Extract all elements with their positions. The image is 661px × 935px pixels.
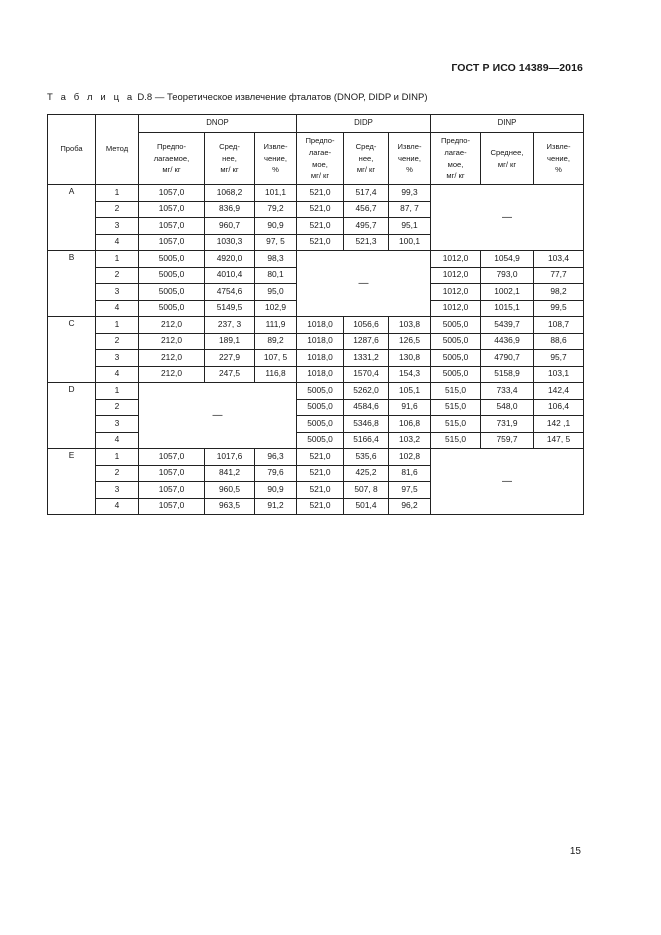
dinp-recovery-cell: 77,7: [534, 267, 584, 284]
didp-recovery-cell: 102,8: [389, 449, 431, 466]
didp-mean-cell: 5346,8: [344, 416, 389, 433]
method-number: 3: [96, 350, 139, 367]
dnop-expected-cell: 5005,0: [139, 300, 205, 317]
dinp-mean-cell: 548,0: [481, 399, 534, 416]
dnop-recovery-cell: 116,8: [255, 366, 297, 383]
didp-mean-cell: 1287,6: [344, 333, 389, 350]
didp-mean-cell: 5166,4: [344, 432, 389, 449]
dnop-recovery-cell: 89,2: [255, 333, 297, 350]
method-number: 3: [96, 416, 139, 433]
method-number: 1: [96, 383, 139, 400]
dnop-recovery-cell: 107, 5: [255, 350, 297, 367]
method-number: 4: [96, 366, 139, 383]
dinp-recovery-cell: 147, 5: [534, 432, 584, 449]
dnop-recovery-cell: 90,9: [255, 218, 297, 235]
dinp-expected-cell: 1012,0: [431, 300, 481, 317]
subheader-dinp-mean: Среднее, мг/ кг: [481, 133, 534, 185]
dnop-recovery-cell: 97, 5: [255, 234, 297, 251]
didp-recovery-cell: 103,2: [389, 432, 431, 449]
dnop-mean-cell: 1030,3: [205, 234, 255, 251]
dnop-recovery-cell: 80,1: [255, 267, 297, 284]
dnop-expected-cell: 5005,0: [139, 284, 205, 301]
didp-expected-cell: 5005,0: [297, 432, 344, 449]
header-group-dnop: DNOP: [139, 115, 297, 133]
dnop-mean-cell: 836,9: [205, 201, 255, 218]
dinp-mean-cell: 793,0: [481, 267, 534, 284]
dnop-recovery-cell: 102,9: [255, 300, 297, 317]
dinp-expected-cell: 1012,0: [431, 284, 481, 301]
dnop-recovery-cell: 79,6: [255, 465, 297, 482]
didp-recovery-cell: 97,5: [389, 482, 431, 499]
didp-expected-cell: 521,0: [297, 185, 344, 202]
didp-mean-cell: 1331,2: [344, 350, 389, 367]
dnop-mean-cell: 237, 3: [205, 317, 255, 334]
header-group-didp: DIDP: [297, 115, 431, 133]
dnop-mean-cell: 960,7: [205, 218, 255, 235]
dnop-mean-cell: 4754,6: [205, 284, 255, 301]
dnop-recovery-cell: 111,9: [255, 317, 297, 334]
dnop-expected-cell: 212,0: [139, 366, 205, 383]
dnop-mean-cell: 963,5: [205, 498, 255, 515]
dinp-mean-cell: 4790,7: [481, 350, 534, 367]
dinp-expected-cell: 5005,0: [431, 366, 481, 383]
subheader-dinp-recovery: Извле- чение, %: [534, 133, 584, 185]
phthalate-recovery-table: [47, 114, 584, 515]
didp-expected-cell: 521,0: [297, 234, 344, 251]
caption-text: — Теоретическое извлечение фталатов (DNOP, DIDP и DINP): [154, 92, 428, 103]
sample-name: D: [48, 383, 96, 449]
dnop-expected-cell: 5005,0: [139, 267, 205, 284]
subheader-didp-recovery: Извле- чение, %: [389, 133, 431, 185]
didp-recovery-cell: 130,8: [389, 350, 431, 367]
method-number: 1: [96, 251, 139, 268]
method-number: 1: [96, 185, 139, 202]
dnop-expected-cell: 1057,0: [139, 185, 205, 202]
dnop-expected-cell: 1057,0: [139, 201, 205, 218]
method-number: 3: [96, 482, 139, 499]
didp-mean-cell: 535,6: [344, 449, 389, 466]
didp-mean-cell: 501,4: [344, 498, 389, 515]
dinp-expected-cell: 1012,0: [431, 251, 481, 268]
subheader-didp-mean: Сред- нее, мг/ кг: [344, 133, 389, 185]
dnop-expected-cell: 212,0: [139, 317, 205, 334]
caption-number: D.8: [137, 92, 153, 103]
subheader-dnop-expected: Предпо- лагаемое, мг/ кг: [139, 133, 205, 185]
dnop-mean-cell: 5149,5: [205, 300, 255, 317]
table-caption: [47, 92, 427, 103]
table-row: [48, 399, 584, 416]
didp-expected-cell: 521,0: [297, 449, 344, 466]
method-number: 3: [96, 218, 139, 235]
dinp-expected-cell: 515,0: [431, 383, 481, 400]
didp-expected-cell: 521,0: [297, 201, 344, 218]
dnop-recovery-cell: 91,2: [255, 498, 297, 515]
dnop-expected-cell: 1057,0: [139, 498, 205, 515]
table-row: [48, 383, 584, 400]
didp-mean-cell: 507, 8: [344, 482, 389, 499]
dnop-recovery-cell: 96,3: [255, 449, 297, 466]
sample-name: A: [48, 185, 96, 251]
not-applicable-dash: —: [431, 185, 584, 251]
didp-mean-cell: 456,7: [344, 201, 389, 218]
dnop-mean-cell: 247,5: [205, 366, 255, 383]
dnop-expected-cell: 1057,0: [139, 482, 205, 499]
dnop-recovery-cell: 90,9: [255, 482, 297, 499]
dinp-recovery-cell: 98,2: [534, 284, 584, 301]
dinp-recovery-cell: 142,4: [534, 383, 584, 400]
didp-recovery-cell: 99,3: [389, 185, 431, 202]
dnop-mean-cell: 1068,2: [205, 185, 255, 202]
didp-recovery-cell: 96,2: [389, 498, 431, 515]
didp-recovery-cell: 154,3: [389, 366, 431, 383]
subheader-dinp-expected: Предпо- лагае- мое, мг/ кг: [431, 133, 481, 185]
didp-expected-cell: 1018,0: [297, 317, 344, 334]
dinp-recovery-cell: 88,6: [534, 333, 584, 350]
header-method: Метод: [96, 115, 139, 185]
method-number: 3: [96, 284, 139, 301]
dnop-mean-cell: 1017,6: [205, 449, 255, 466]
dnop-recovery-cell: 101,1: [255, 185, 297, 202]
didp-expected-cell: 521,0: [297, 465, 344, 482]
dinp-recovery-cell: 99,5: [534, 300, 584, 317]
table-row: [48, 333, 584, 350]
dnop-expected-cell: 1057,0: [139, 449, 205, 466]
dnop-expected-cell: 212,0: [139, 350, 205, 367]
caption-label: Т а б л и ц а: [47, 92, 135, 103]
dnop-mean-cell: 960,5: [205, 482, 255, 499]
dinp-mean-cell: 5439,7: [481, 317, 534, 334]
table-row: [48, 350, 584, 367]
not-applicable-dash: —: [297, 251, 431, 317]
dinp-mean-cell: 733,4: [481, 383, 534, 400]
dnop-mean-cell: 4010,4: [205, 267, 255, 284]
didp-recovery-cell: 91,6: [389, 399, 431, 416]
method-number: 2: [96, 201, 139, 218]
didp-expected-cell: 1018,0: [297, 366, 344, 383]
table-row: [48, 449, 584, 466]
didp-mean-cell: 495,7: [344, 218, 389, 235]
dinp-mean-cell: 4436,9: [481, 333, 534, 350]
sample-name: B: [48, 251, 96, 317]
method-number: 4: [96, 300, 139, 317]
dnop-expected-cell: 5005,0: [139, 251, 205, 268]
didp-recovery-cell: 81,6: [389, 465, 431, 482]
didp-expected-cell: 5005,0: [297, 383, 344, 400]
didp-expected-cell: 521,0: [297, 218, 344, 235]
sample-name: E: [48, 449, 96, 515]
dnop-expected-cell: 212,0: [139, 333, 205, 350]
header-sample: Проба: [48, 115, 96, 185]
dinp-mean-cell: 1015,1: [481, 300, 534, 317]
dnop-mean-cell: 189,1: [205, 333, 255, 350]
didp-mean-cell: 1570,4: [344, 366, 389, 383]
dinp-expected-cell: 5005,0: [431, 350, 481, 367]
dinp-expected-cell: 5005,0: [431, 317, 481, 334]
header-group-dinp: DINP: [431, 115, 584, 133]
dinp-expected-cell: 515,0: [431, 416, 481, 433]
dinp-recovery-cell: 142 ,1: [534, 416, 584, 433]
dinp-recovery-cell: 103,4: [534, 251, 584, 268]
didp-expected-cell: 5005,0: [297, 399, 344, 416]
didp-expected-cell: 521,0: [297, 482, 344, 499]
didp-recovery-cell: 106,8: [389, 416, 431, 433]
table-header: [48, 115, 584, 185]
didp-mean-cell: 4584,6: [344, 399, 389, 416]
method-number: 2: [96, 333, 139, 350]
table-body: [48, 185, 584, 515]
method-number: 2: [96, 465, 139, 482]
dinp-expected-cell: 5005,0: [431, 333, 481, 350]
didp-recovery-cell: 100,1: [389, 234, 431, 251]
didp-expected-cell: 1018,0: [297, 350, 344, 367]
method-number: 2: [96, 399, 139, 416]
dnop-expected-cell: 1057,0: [139, 234, 205, 251]
dinp-recovery-cell: 106,4: [534, 399, 584, 416]
dnop-recovery-cell: 95,0: [255, 284, 297, 301]
didp-recovery-cell: 126,5: [389, 333, 431, 350]
table-row: [48, 317, 584, 334]
didp-recovery-cell: 103,8: [389, 317, 431, 334]
didp-mean-cell: 517,4: [344, 185, 389, 202]
not-applicable-dash: —: [139, 383, 297, 449]
dinp-expected-cell: 515,0: [431, 432, 481, 449]
didp-mean-cell: 1056,6: [344, 317, 389, 334]
table-row: [48, 366, 584, 383]
dnop-expected-cell: 1057,0: [139, 218, 205, 235]
dnop-mean-cell: 841,2: [205, 465, 255, 482]
dinp-recovery-cell: 108,7: [534, 317, 584, 334]
dnop-recovery-cell: 79,2: [255, 201, 297, 218]
didp-recovery-cell: 105,1: [389, 383, 431, 400]
dinp-mean-cell: 731,9: [481, 416, 534, 433]
dinp-expected-cell: 1012,0: [431, 267, 481, 284]
didp-mean-cell: 521,3: [344, 234, 389, 251]
dinp-mean-cell: 5158,9: [481, 366, 534, 383]
dinp-recovery-cell: 95,7: [534, 350, 584, 367]
didp-recovery-cell: 87, 7: [389, 201, 431, 218]
didp-expected-cell: 521,0: [297, 498, 344, 515]
method-number: 4: [96, 234, 139, 251]
dinp-mean-cell: 1054,9: [481, 251, 534, 268]
didp-recovery-cell: 95,1: [389, 218, 431, 235]
method-number: 1: [96, 449, 139, 466]
method-number: 4: [96, 432, 139, 449]
not-applicable-dash: —: [431, 449, 584, 515]
dinp-expected-cell: 515,0: [431, 399, 481, 416]
dinp-recovery-cell: 103,1: [534, 366, 584, 383]
didp-mean-cell: 425,2: [344, 465, 389, 482]
table-row: [48, 185, 584, 202]
method-number: 2: [96, 267, 139, 284]
didp-expected-cell: 1018,0: [297, 333, 344, 350]
table-row: [48, 416, 584, 433]
didp-mean-cell: 5262,0: [344, 383, 389, 400]
dinp-mean-cell: 759,7: [481, 432, 534, 449]
table-row: [48, 432, 584, 449]
didp-expected-cell: 5005,0: [297, 416, 344, 433]
subheader-dnop-mean: Сред- нее, мг/ кг: [205, 133, 255, 185]
page-number: 15: [569, 846, 581, 857]
dinp-mean-cell: 1002,1: [481, 284, 534, 301]
dnop-expected-cell: 1057,0: [139, 465, 205, 482]
table-row: [48, 251, 584, 268]
method-number: 1: [96, 317, 139, 334]
sample-name: C: [48, 317, 96, 383]
document-code: ГОСТ Р ИСО 14389—2016: [451, 62, 583, 74]
subheader-didp-expected: Предпо- лагае- мое, мг/ кг: [297, 133, 344, 185]
dnop-mean-cell: 4920,0: [205, 251, 255, 268]
method-number: 4: [96, 498, 139, 515]
subheader-dnop-recovery: Извле- чение, %: [255, 133, 297, 185]
dnop-recovery-cell: 98,3: [255, 251, 297, 268]
dnop-mean-cell: 227,9: [205, 350, 255, 367]
